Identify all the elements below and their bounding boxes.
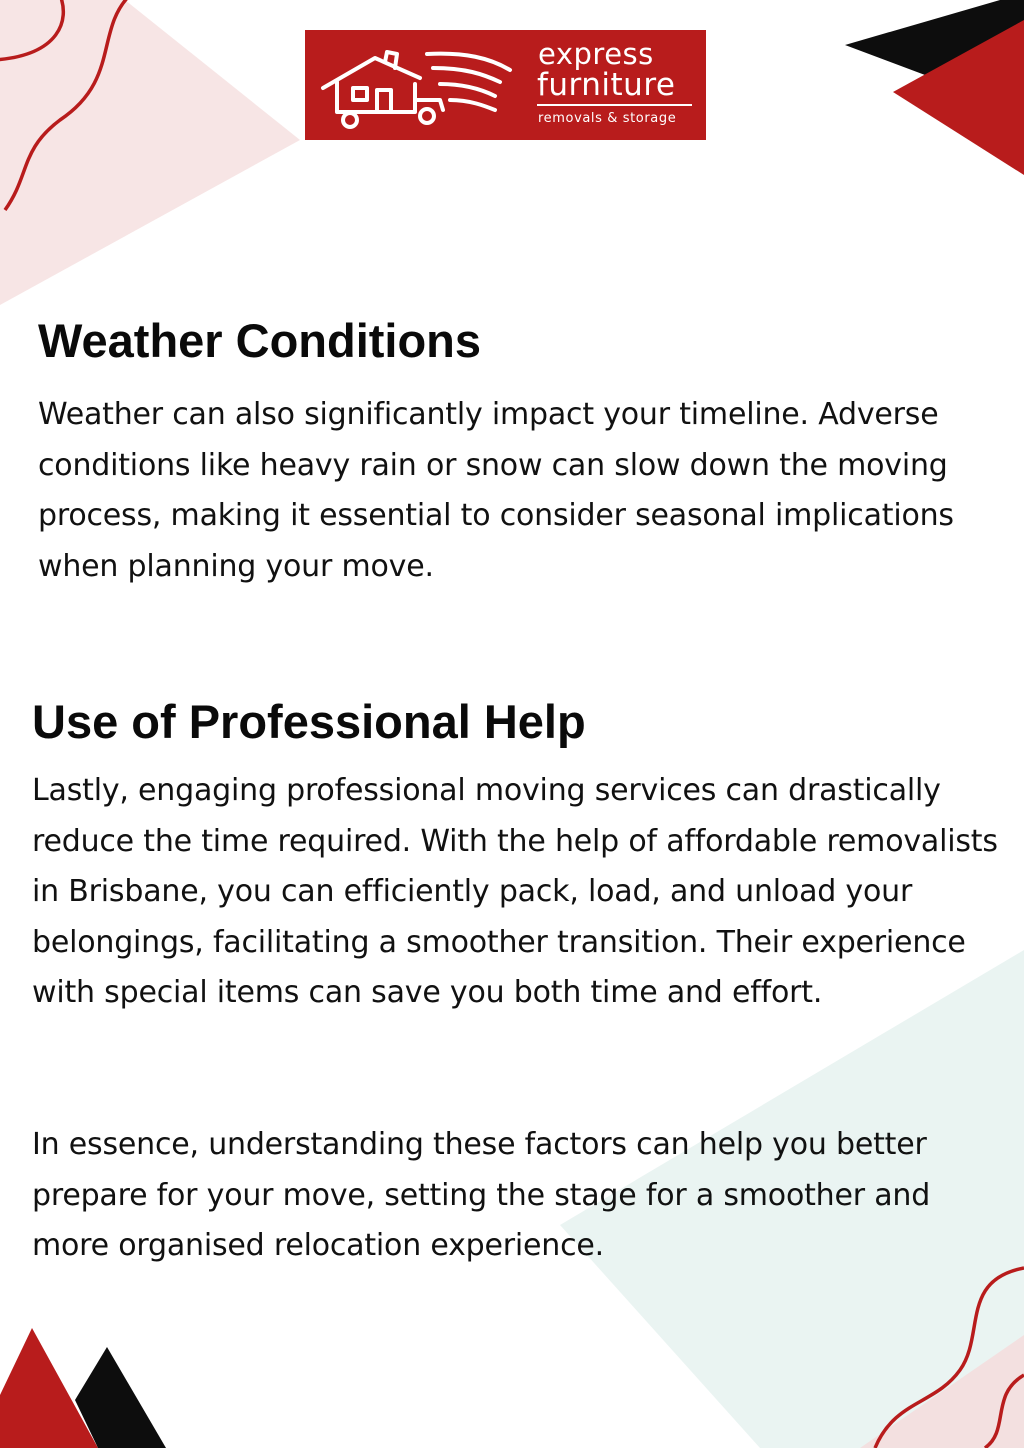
paragraph-professional-help: Lastly, engaging professional moving services can drastically reduce the time required. With the help of affordable removalists in Brisbane, you can efficiently pack, load, and unload your belongings, facilitating a smoother transition. Their experience with special items can save you both time and effort. [32,773,998,1010]
brand-name-line2: furniture [537,67,676,103]
brand-logo [305,30,706,140]
paragraph-weather-conditions: Weather can also significantly impact your timeline. Adverse conditions like heavy rain or snow can slow down the moving process, making it essential to consider seasonal implications when planning your move. [38,397,954,584]
paragraph-closing: In essence, understanding these factors can help you better prepare for your move, setting the stage for a smoother and more organised relocation experience. [32,1127,931,1263]
heading-professional-help: Use of Professional Help [32,695,586,748]
heading-weather-conditions: Weather Conditions [38,314,482,367]
brand-name-line1: express [538,37,654,71]
house-truck-icon [315,40,530,132]
brand-tagline: removals & storage [538,111,677,126]
brand-divider [537,104,692,106]
